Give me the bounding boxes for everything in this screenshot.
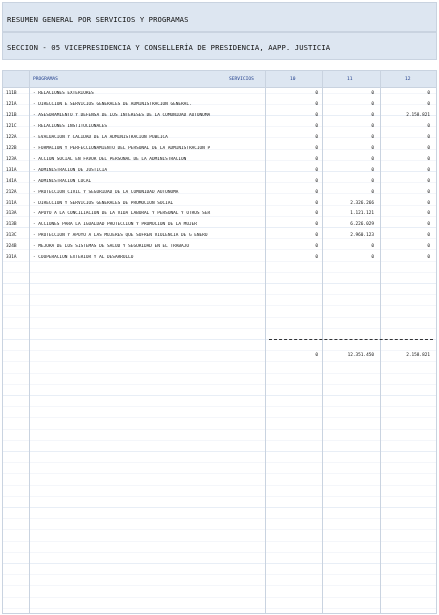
value-col-11: 2.960.123 [350,233,374,239]
value-col-11: 0 [371,101,374,107]
totals-row [3,350,436,361]
table-row [3,198,436,209]
program-description: - PROTECCIÓN CIVIL Y SEGURIDAD DE LA COMUNIDAD AUTÓNOMA [33,189,179,195]
value-col-10: 0 [315,222,318,228]
program-description: - DIRECCIÓN Y SERVICIOS GENERALES DE PROMOCIÓN SOCIAL [33,200,174,206]
value-col-11: 0 [371,134,374,140]
program-code: 123A [6,156,17,162]
value-col-12: 2.158.821 [406,112,430,118]
value-col-11: 1.121.121 [350,211,374,217]
totals-separator [269,339,433,340]
value-col-11: 2.326.266 [350,200,374,206]
program-code: 324B [6,244,17,250]
value-col-11: 0 [371,178,374,184]
header-servicios: SERVICIOS [229,77,254,82]
value-col-10: 0 [315,233,318,239]
value-col-12: 0 [427,156,430,162]
program-code: 131A [6,167,17,173]
value-col-12: 0 [427,189,430,195]
value-col-10: 0 [315,112,318,118]
value-col-12: 0 [427,178,430,184]
value-col-12: 0 [427,123,430,129]
program-description: - ACCIONES PARA LA IGUALDAD PROTECCIÓN Y PROMOCIÓN DE LA MUJER [33,222,197,228]
table-row [3,143,436,154]
value-col-12: 0 [427,134,430,140]
report-title: RESUMEN GENERAL POR SERVICIOS Y PROGRAMAS [7,15,189,24]
program-description: - RELACIONES INSTITUCIONALES [33,123,108,129]
value-col-12: 0 [427,91,430,96]
header-programas: PROGRAMAS [33,77,58,82]
value-col-12: 0 [427,101,430,107]
value-col-11: 0 [371,123,374,129]
value-col-10: 0 [315,255,318,261]
value-col-11: 0 [371,189,374,195]
table-row [3,176,436,187]
value-col-12: 0 [427,200,430,206]
value-col-10: 0 [315,134,318,140]
header-col-12: 12 [405,77,411,82]
program-description: - FORMACIÓN Y PERFECCIONAMIENTO DEL PERSONAL DE LA ADMINISTRACIÓN P [33,145,211,151]
program-description: - ADMINISTRACIÓN LOCAL [33,178,92,184]
header-col-11: 11 [347,77,353,82]
program-code: 212A [6,189,17,195]
program-code: 311A [6,200,17,206]
value-col-12: 0 [427,167,430,173]
value-col-12: 0 [427,255,430,261]
report-title-bar [2,2,437,32]
value-col-11: 6.226.029 [350,222,374,228]
program-code: 122B [6,145,17,151]
total-col-11: 12.351.450 [347,353,374,358]
value-col-10: 0 [315,167,318,173]
program-code: 331A [6,255,17,261]
program-description: - RELACIONES EXTERIORES [33,91,94,96]
program-code: 122A [6,134,17,140]
section-title: SECCION - 05 VICEPRESIDENCIA Y CONSELLERÍA DE PRESIDENCIA, AAPP. JUSTICIA [7,43,331,52]
value-col-10: 0 [315,101,318,107]
table-row [3,241,436,252]
value-col-10: 0 [315,145,318,151]
program-code: 313B [6,222,17,228]
table-row [3,121,436,132]
value-col-10: 0 [315,178,318,184]
value-col-11: 0 [371,167,374,173]
value-col-12: 0 [427,244,430,250]
value-col-10: 0 [315,91,318,96]
program-code: 313C [6,233,17,239]
table-row [3,165,436,176]
program-description: - DIRECCIÓN E SERVICIOS GENERALES DE ADMINISTRACIÓN GENERAL. [33,101,192,107]
program-description: - PROTECCIÓN Y APOYO A LAS MUJERES QUE SUFREN VIOLENCIA DE G ÉNERO [33,233,208,239]
table-row [3,110,436,121]
table-row [3,187,436,198]
value-col-12: 0 [427,233,430,239]
value-col-11: 0 [371,112,374,118]
value-col-11: 0 [371,156,374,162]
value-col-12: 0 [427,145,430,151]
value-col-11: 0 [371,244,374,250]
program-description: - MEJORA DE LOS SISTEMAS DE SALUD Y SEGURIDAD EN EL TRABAJO [33,244,189,250]
table-row [3,230,436,241]
total-col-10: 0 [315,353,318,358]
table-row [3,219,436,230]
table-row [3,132,436,143]
program-description: - COOPERACIÓN EXTERIOR Y AL DESARROLLO [33,255,134,261]
table-row [3,208,436,219]
header-col-10: 10 [290,77,296,82]
program-code: 111B [6,91,17,96]
value-col-11: 0 [371,145,374,151]
program-description: - EVALUACIÓN Y CALIDAD DE LA ADMINISTRACIÓN PÚBLICA [33,134,168,140]
program-code: 313A [6,211,17,217]
program-description: - ADMINISTRACIÓN DE JUSTICIA [33,167,108,173]
value-col-11: 0 [371,91,374,96]
program-code: 121C [6,123,17,129]
value-col-10: 0 [315,200,318,206]
summary-table [2,70,437,614]
value-col-10: 0 [315,211,318,217]
table-row [3,252,436,263]
program-code: 121B [6,112,17,118]
value-col-10: 0 [315,156,318,162]
table-row [3,99,436,110]
section-title-bar [2,32,437,60]
program-description: - ASESORAMIENTO Y DEFENSA DE LOS INTERESES DE LA COMUNIDAD AUTÓNOMA [33,112,211,118]
program-code: 141A [6,178,17,184]
value-col-10: 0 [315,123,318,129]
value-col-10: 0 [315,189,318,195]
value-col-11: 0 [371,255,374,261]
program-description: - ACCIÓN SOCIAL EN FAVOR DEL PERSONAL DE LA ADMINISTRACIÓN [33,156,187,162]
program-code: 121A [6,101,17,107]
total-col-12: 2.158.821 [406,353,430,358]
value-col-12: 0 [427,222,430,228]
value-col-10: 0 [315,244,318,250]
value-col-12: 0 [427,211,430,217]
program-description: - APOYO A LA CONCILIACIÓN DE LA VIDA LABORAL Y PERSONAL Y OTROS SER [33,211,211,217]
table-row [3,154,436,165]
table-row [3,88,436,99]
table-header [3,71,436,88]
